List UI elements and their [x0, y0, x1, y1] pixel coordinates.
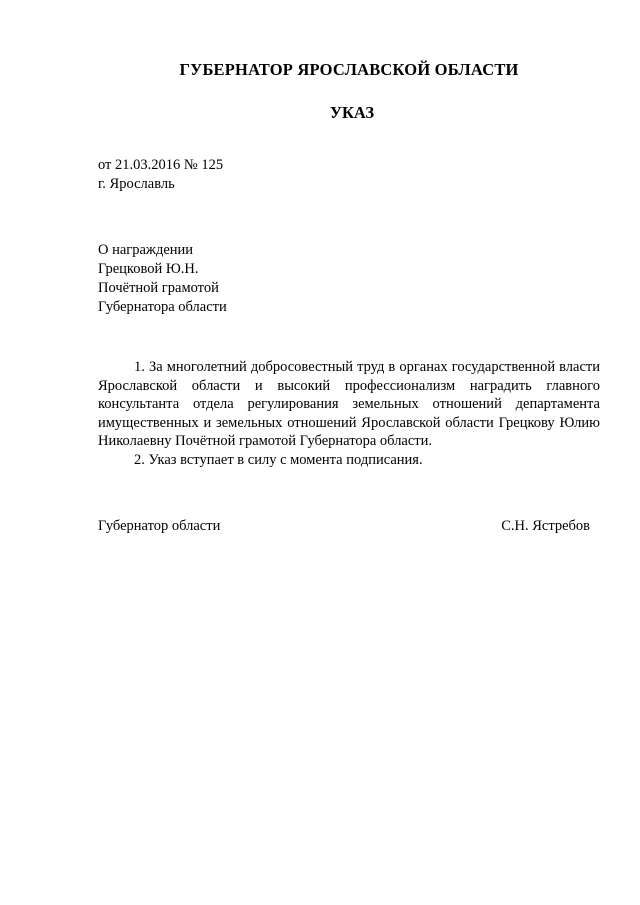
- document-subject: [98, 241, 227, 317]
- body-paragraph-1: 1. За многолетний добросовестный труд в органах государственной власти Ярославской области и высокий профессионализм наградить главного консультанта отдела регулирования земельных отношений департамента имущественных и земельных отношений Ярославской области Грецкову Юлию Николаевну Почётной грамотой Губернатора области.: [98, 359, 600, 449]
- subject-line: О награждении: [98, 242, 194, 258]
- document-type-title: УКАЗ: [329, 103, 375, 122]
- document-date-number: от 21.03.2016 № 125: [98, 157, 224, 173]
- subject-line: Почётной грамотой: [98, 280, 219, 296]
- signatory-name: С.Н. Ястребов: [501, 518, 590, 534]
- document-header-title: ГУБЕРНАТОР ЯРОСЛАВСКОЙ ОБЛАСТИ: [179, 60, 519, 79]
- body-paragraph-2: 2. Указ вступает в силу с момента подписания.: [134, 451, 423, 468]
- subject-line: Грецковой Ю.Н.: [98, 261, 199, 277]
- signatory-position: Губернатор области: [98, 518, 221, 534]
- document-city: г. Ярославль: [98, 176, 175, 192]
- signature-block: [98, 517, 590, 535]
- subject-line: Губернатора области: [98, 299, 227, 315]
- document-body: [98, 358, 600, 469]
